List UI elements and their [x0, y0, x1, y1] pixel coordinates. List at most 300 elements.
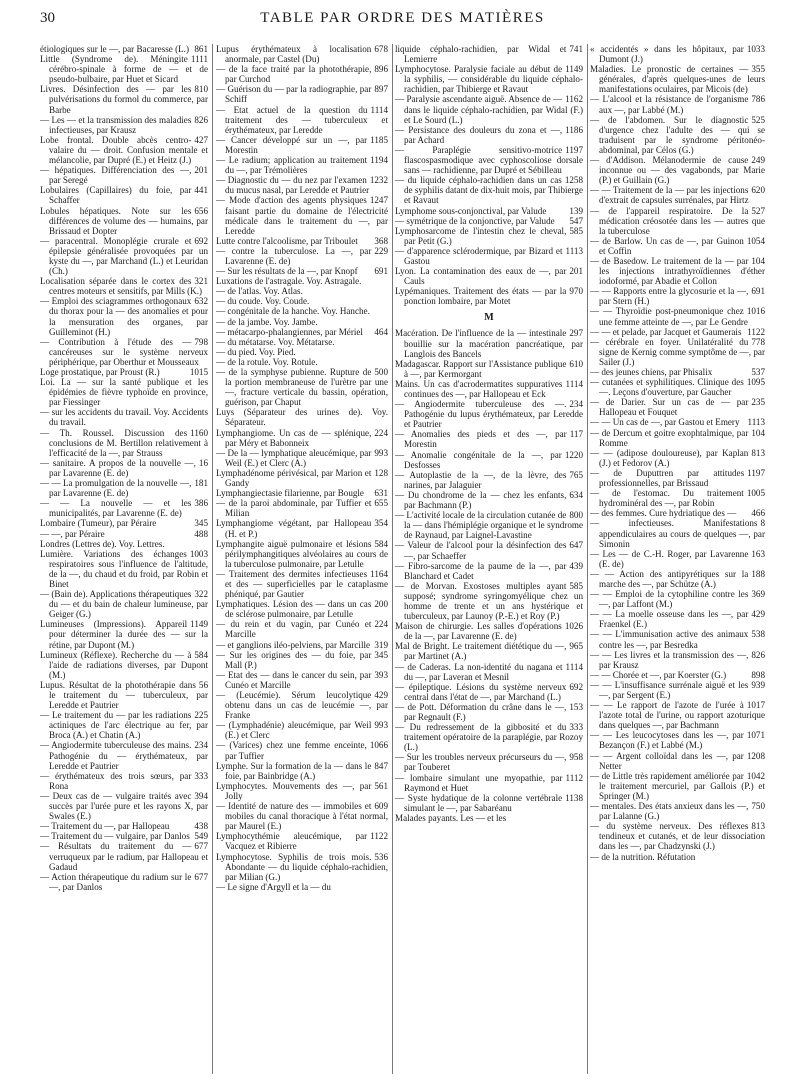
- entry-text: — du pied. Voy. Pied.: [216, 346, 296, 357]
- entry-page-ref: 620: [751, 185, 765, 196]
- entry-text: — — Un cas de —, par Gastou et Emery: [590, 417, 740, 428]
- entry-text: Londres (Lettres de). Voy. Lettres.: [40, 538, 165, 549]
- entry-text: — Paralysie ascendante aiguë. Absence de — dans le liquide céphalo-rachidien, par Widal (F.) et Le Sourd (L.): [395, 94, 583, 125]
- entry-text: Lumineuses (Impressions). Appareil pour déterminer la durée des — sur la rétine, par Dupont (M.): [40, 619, 208, 650]
- entry-text: — Contribution à l'étude des — cancéreuses sur le système nerveux périphérique, par Oberthur et Mousseaux: [40, 336, 208, 367]
- entry-text: — (Lymphadénie) aleucémique, par Weil (E.) et Clerc: [216, 720, 372, 741]
- entry-page-ref: 1042: [746, 770, 765, 781]
- entry-text: Madagascar. Rapport sur l'Assistance publique à —, par Kermorgant: [395, 358, 567, 379]
- entry-page-ref: 692: [194, 235, 208, 246]
- entry-page-ref: 201: [194, 165, 208, 176]
- index-entry: [40, 518, 208, 528]
- entry-page-ref: 537: [751, 367, 765, 377]
- entry-text: — de l'estomac. Du traitement hydrominéral des —, par Robin: [590, 488, 744, 509]
- entry-page-ref: 798: [194, 336, 208, 347]
- entry-text: — de la symphyse pubienne. Rupture de la portion membraneuse de l'urètre par une —, fracture verticale du bassin, opération, guérison, par Chaput: [216, 367, 388, 408]
- index-entry: [590, 670, 765, 680]
- index-entry: [216, 276, 388, 286]
- entry-page-ref: 1232: [369, 175, 388, 186]
- entry-page-ref: 1017: [746, 700, 765, 711]
- index-entry: [590, 569, 765, 589]
- entry-text: — de Basedow. Le traitement de la — par les injections intrathyroïdiennes d'éther iodoformé, par Abadie et Collon: [590, 255, 765, 287]
- index-column-2: [216, 44, 388, 1074]
- index-entry: [216, 357, 388, 367]
- entry-text: — Du chondrome de la — chez les enfants, par Bachmann (P.): [395, 489, 567, 511]
- index-entry: [590, 650, 765, 670]
- entry-text: — Cancer développé sur un —, par Morestin: [216, 134, 368, 155]
- entry-page-ref: 691: [374, 266, 388, 277]
- entry-page-ref: 429: [751, 609, 765, 620]
- entry-page-ref: 321: [194, 276, 208, 287]
- entry-text: — — La promulgation de la nouvelle —, par Lavarenne (E. de): [40, 478, 192, 499]
- entry-text: — du liquide céphalo-rachidien dans un cas de syphilis datant de dix-huit mois, par Thibierge et Ravaut: [395, 175, 583, 206]
- index-entry: [395, 145, 583, 175]
- index-entry: [395, 641, 583, 661]
- index-entry: [216, 882, 388, 892]
- entry-text: — Fibro-sarcome de la paume de la —, par Blanchard et Cadet: [395, 560, 567, 581]
- index-entry: [40, 165, 208, 185]
- index-entry: [40, 589, 208, 619]
- entry-text: Lobe frontal. Double abcès centro-valaire du — droit. Confusion mentale et mélancolie, par Dupré (E.) et Heitz (J.): [40, 134, 208, 166]
- entry-text: — — Thyroïdie post-pneumonique chez une femme atteinte de —, par Le Gendre: [590, 306, 748, 327]
- index-entry: [590, 206, 765, 236]
- entry-page-ref: 656: [194, 205, 208, 216]
- index-entry: [395, 226, 583, 246]
- entry-page-ref: 139: [569, 205, 583, 216]
- entry-text: — hépatiques. Différenciation des —, par Seregé: [40, 165, 192, 186]
- entry-page-ref: 527: [751, 205, 765, 216]
- index-entry: [590, 589, 765, 609]
- entry-text: Localisation séparée dans le cortex des centres moteurs et sensitifs, par Mills (K.): [40, 276, 203, 297]
- index-entry: [395, 429, 583, 449]
- index-entry: [40, 771, 208, 791]
- index-entry: [395, 94, 583, 124]
- index-entry: [395, 216, 583, 226]
- entry-page-ref: 1208: [746, 750, 765, 761]
- entry-page-ref: 958: [569, 752, 583, 763]
- index-entry: [590, 306, 765, 326]
- index-entry: [40, 206, 208, 236]
- entry-page-ref: 441: [194, 185, 208, 196]
- index-entry: [216, 670, 388, 690]
- index-entry: [216, 781, 388, 801]
- entry-page-ref: 1033: [746, 44, 765, 54]
- entry-text: Lutte contre l'alcoolisme, par Triboulet: [216, 235, 358, 246]
- entry-page-ref: 249: [751, 155, 765, 166]
- index-entry: [40, 529, 208, 539]
- index-entry: [395, 752, 583, 772]
- index-entry: [216, 518, 388, 538]
- entry-page-ref: 322: [194, 589, 208, 600]
- index-entry: [216, 105, 388, 135]
- index-entry: [216, 155, 388, 175]
- entry-page-ref: 813: [751, 447, 765, 458]
- entry-page-ref: 354: [374, 518, 388, 529]
- index-entry: [395, 773, 583, 793]
- index-entry: [395, 328, 583, 358]
- entry-page-ref: 1258: [564, 175, 583, 186]
- index-entry: [590, 94, 765, 114]
- entry-page-ref: 188: [751, 568, 765, 579]
- entry-text: — de Darier. Sur un cas de — par Hallopeau et Fouquet: [590, 397, 749, 418]
- index-entry: [40, 276, 208, 296]
- entry-page-ref: 1054: [746, 235, 765, 246]
- index-column-1: [40, 44, 208, 1074]
- entry-text: — congénitale de la hanche. Voy. Hanche.: [216, 306, 370, 317]
- entry-text: — Autoplastie de la —, de la lèvre, des narines, par Jalaguier: [395, 469, 567, 490]
- index-entry: [216, 407, 388, 427]
- entry-text: — épileptique. Lésions du système nerveux central dans l'état de —, par Marchand (L.): [395, 681, 567, 702]
- entry-text: — Syste hydatique de la colonne vertébrale simulant le —, par Sabaréanu: [395, 792, 563, 813]
- entry-page-ref: 438: [194, 821, 208, 832]
- index-entry: [216, 317, 388, 327]
- entry-text: — — Argent colloïdal dans les —, par Netter: [590, 750, 744, 771]
- index-entry: [40, 428, 208, 458]
- entry-text: — cérébrale en foyer. Unilatéralité du signe de Kernig comme symptôme de —, par Sailer (J.): [590, 336, 765, 367]
- entry-text: Luxations de l'astragale. Voy. Astragale.: [216, 276, 362, 287]
- entry-page-ref: 970: [569, 286, 583, 297]
- entry-text: — Th. Roussel. Discussion des conclusions de M. Bertillon relativement à l'efficacité de la —, par Strauss: [40, 427, 208, 458]
- entry-text: — du système nerveux. Des réflexes tendineux et cutanés, et de leur dissociation dans les —, par Chadzynski (J.): [590, 821, 765, 852]
- entry-text: — Angiodermite tuberculeuse des mains. Pathogénie du — érythémateux, par Leredde et Pautrier: [40, 740, 208, 771]
- entry-page-ref: 1164: [370, 568, 388, 579]
- entry-page-ref: 1066: [369, 740, 388, 751]
- entry-page-ref: 741: [569, 44, 583, 54]
- index-entry: [40, 84, 208, 114]
- entry-page-ref: 224: [374, 619, 388, 630]
- entry-text: Little (Syndrome de). Méningite cérébro-spinale à forme de — et de pseudo-bulbaire, par Huet et Sicard: [40, 54, 208, 85]
- entry-text: — — Emploi de la cytophiline contre les —, par Laffont (M.): [590, 589, 749, 610]
- entry-text: — Valeur de l'alcool pour la désinfection des —, par Schaeffer: [395, 540, 567, 561]
- entry-text: Mains. Un cas d'acrodermatites suppuratives continues des —, par Hallopeau et Eck: [395, 378, 563, 399]
- entry-text: — Identité de nature des — immobiles et mobiles du canal thoracique à l'état normal, par Maurel (E.): [216, 801, 388, 832]
- entry-page-ref: 427: [194, 134, 208, 145]
- entry-text: — — Les livres et la transmission des —, par Krausz: [590, 649, 749, 670]
- page-header: [40, 10, 765, 36]
- index-entry: [216, 468, 388, 488]
- entry-text: Lombaire (Tumeur), par Péraire: [40, 518, 157, 529]
- entry-text: étiologiques sur le —, par Bacaresse (L.): [40, 44, 189, 54]
- entry-page-ref: 1114: [565, 661, 583, 672]
- index-entry: [590, 286, 765, 306]
- index-column-3: [395, 44, 583, 1074]
- entry-page-ref: 810: [194, 84, 208, 95]
- index-column-4: [590, 44, 765, 1074]
- entry-page-ref: 584: [194, 649, 208, 660]
- entry-page-ref: 609: [374, 801, 388, 812]
- index-entry: [590, 155, 765, 185]
- index-entry: [40, 135, 208, 165]
- entry-page-ref: 394: [194, 790, 208, 801]
- index-entry: [40, 185, 208, 205]
- entry-page-ref: 584: [374, 538, 388, 549]
- index-entry: [40, 407, 208, 427]
- index-entry: [395, 581, 583, 621]
- entry-text: Loge prostatique, par Proust (R.): [40, 367, 160, 377]
- entry-page-ref: 631: [374, 488, 388, 499]
- entry-page-ref: 585: [569, 580, 583, 591]
- entry-page-ref: 585: [569, 225, 583, 236]
- entry-text: — paracentral. Monoplégie crurale et épilepsie généralisée provoquées par un kyste du —, par Marchand (L.) et Leuridan (Ch.): [40, 235, 208, 277]
- index-entry: [40, 458, 208, 478]
- index-entry: [216, 266, 388, 276]
- entry-text: — Sur les troubles nerveux précurseurs du —, par Touberet: [395, 752, 567, 773]
- entry-page-ref: 1114: [565, 378, 583, 389]
- index-entry: [216, 428, 388, 448]
- entry-text: — — L'immunisation active des animaux contre les —, par Besredka: [590, 629, 749, 650]
- entry-text: — de Dercum et goitre exophtalmique, par Romme: [590, 427, 749, 448]
- index-entry: [216, 569, 388, 599]
- index-entry: [590, 417, 765, 427]
- column-divider: [392, 44, 393, 1074]
- entry-text: Loi. La — sur la santé publique et les épidémies de fièvre typhoïde en province, par Fiessinger: [40, 377, 208, 408]
- index-entry: [216, 801, 388, 831]
- index-entry: [216, 852, 388, 882]
- index-entry: [590, 549, 765, 569]
- entry-page-ref: 1095: [746, 377, 765, 388]
- column-divider: [587, 44, 588, 1074]
- entry-page-ref: 181: [194, 478, 208, 489]
- index-entry: [40, 367, 208, 377]
- index-entry: [216, 640, 388, 650]
- entry-text: — — Action des antipyrétiques sur la marche des —, par Schütze (A.): [590, 568, 749, 589]
- entry-text: — mentales. Des états anxieux dans les —, par Lalanne (G.): [590, 801, 749, 822]
- entry-text: — de la rotule. Voy. Rotule.: [216, 356, 318, 367]
- entry-page-ref: 610: [569, 358, 583, 369]
- index-entry: [40, 236, 208, 276]
- index-entry: [395, 125, 583, 145]
- entry-page-ref: 691: [751, 286, 765, 297]
- entry-text: — du métatarse. Voy. Métatarse.: [216, 336, 335, 347]
- index-entry: [590, 680, 765, 700]
- index-entry: [216, 337, 388, 347]
- entry-text: — de la nutrition. Réfutation: [590, 851, 696, 862]
- entry-page-ref: 813: [751, 821, 765, 832]
- entry-page-ref: 1247: [369, 195, 388, 206]
- entry-text: — — Le rapport de l'azote de l'urée à l'azote total de l'urine, ou rapport azoturique dans quelques —, par Bachmann: [590, 700, 765, 731]
- entry-page-ref: 655: [374, 498, 388, 509]
- index-entry: [395, 379, 583, 399]
- entry-text: Lumière. Variations des échanges respiratoires sous l'influence de l'altitude, de la —, du chaud et du froid, par Robin et Binet: [40, 548, 208, 589]
- entry-text: — d'apparence sclérodermique, par Bizard et Gastou: [395, 245, 563, 266]
- entry-page-ref: 153: [569, 701, 583, 712]
- entry-page-ref: 297: [569, 328, 583, 339]
- entry-page-ref: 634: [569, 489, 583, 500]
- index-entry: [40, 296, 208, 336]
- index-entry: [395, 682, 583, 702]
- entry-text: — — La moelle osseuse dans les —, par Fraenkel (E.): [590, 609, 749, 630]
- index-entry: [590, 488, 765, 508]
- entry-text: — symétrique de la conjonctive, par Valude: [395, 215, 555, 226]
- index-entry: [395, 206, 583, 216]
- index-entry: [395, 490, 583, 510]
- entry-page-ref: 778: [751, 336, 765, 347]
- entry-page-ref: 1194: [370, 155, 388, 166]
- entry-text: — sur les accidents du travail. Voy. Accidents du travail.: [40, 407, 208, 428]
- index-entry: [590, 377, 765, 397]
- index-entry: [40, 549, 208, 589]
- index-entry: [395, 510, 583, 540]
- index-entry: [216, 650, 388, 670]
- entry-text: — L'alcool et la résistance de l'organisme aux —, par Labbé (M.): [590, 94, 749, 115]
- running-title: TABLE PAR ORDRE DES MATIÈRES: [260, 10, 545, 26]
- index-entry: [590, 751, 765, 771]
- entry-page-ref: 765: [569, 469, 583, 480]
- entry-text: — de la jambe. Voy. Jambe.: [216, 316, 318, 327]
- index-entry: [40, 821, 208, 831]
- index-entry: [590, 468, 765, 488]
- index-entry: [590, 367, 765, 377]
- entry-text: — de Caderas. La non-identité du nagana et du —, par Laveran et Mesnil: [395, 661, 563, 682]
- entry-page-ref: 56: [198, 679, 208, 690]
- entry-page-ref: 1112: [565, 772, 583, 783]
- entry-page-ref: 826: [751, 649, 765, 660]
- index-entry: [395, 722, 583, 752]
- entry-text: — métacarpo-phalangiennes, par Mériel: [216, 326, 363, 337]
- page-number: 30: [40, 10, 55, 26]
- index-entry: [590, 185, 765, 205]
- entry-text: — — et pelade, par Jacquet et Gaumerais: [590, 326, 742, 337]
- entry-text: — Etat actuel de la question du traitement des — tuberculeux et érythémateux, par Leredde: [216, 104, 388, 135]
- entry-page-ref: 439: [569, 560, 583, 571]
- entry-text: — et ganglions iléo-pelviens, par Marcille: [216, 639, 371, 650]
- index-entry: [590, 327, 765, 337]
- entry-text: — du coude. Voy. Coude.: [216, 296, 310, 307]
- entry-text: — de Pott. Déformation du crâne dans le —, par Regnault (F.): [395, 701, 567, 722]
- entry-page-ref: 538: [751, 629, 765, 640]
- entry-text: — Le radium; application au traitement du —, par Trémolières: [216, 155, 368, 176]
- index-entry: [40, 710, 208, 740]
- entry-text: Lymphome sous-conjonctival, par Valude: [395, 205, 547, 216]
- index-entry: [40, 791, 208, 821]
- entry-text: Lobulaires (Capillaires) du foie, par Schaffer: [40, 185, 192, 206]
- entry-page-ref: 333: [194, 770, 208, 781]
- entry-page-ref: 786: [751, 94, 765, 105]
- entry-page-ref: 201: [569, 266, 583, 277]
- index-entry: [216, 64, 388, 84]
- entry-page-ref: 1122: [370, 831, 388, 842]
- entry-page-ref: 235: [751, 397, 765, 408]
- index-entry: [216, 539, 388, 569]
- index-entry: [590, 821, 765, 851]
- entry-text: — érythémateux des trois sœurs, par Rona: [40, 770, 192, 791]
- index-entry: [40, 115, 208, 135]
- index-entry: [395, 621, 583, 641]
- entry-text: — Le traitement du — par les radiations actiniques de l'arc électrique au fer, par Broca (A.) et Chatin (A.): [40, 710, 208, 741]
- entry-text: — Persistance des douleurs du zona et —, par Achard: [395, 124, 563, 145]
- entry-text: — —, par Péraire: [40, 528, 105, 539]
- entry-page-ref: 1149: [565, 64, 583, 75]
- index-entry: [40, 872, 208, 892]
- index-entry: [40, 478, 208, 498]
- entry-text: — Paraplégie sensitivo-motrice flascospasmodique avec cyphoscoliose dorsale sans — rachidienne, par Dupré et Sébilleau: [395, 144, 583, 176]
- index-entry: [40, 841, 208, 871]
- entry-text: — — Traitement de la — par les injections d'extrait de capsules surrénales, par Hirtz: [590, 185, 749, 206]
- entry-page-ref: 333: [569, 722, 583, 733]
- entry-page-ref: 965: [569, 641, 583, 652]
- entry-page-ref: 8: [760, 518, 765, 529]
- index-entry: [216, 296, 388, 306]
- entry-text: — de l'abdomen. Sur le diagnostic d'urgence chez l'adulte des — qui se traduisent par le syndrome péritonéo-abdominal, par Célos (G.): [590, 114, 765, 155]
- entry-page-ref: 1015: [189, 367, 208, 377]
- entry-text: Lymphangiome. Un cas de — splénique, par Méry et Babonneix: [216, 427, 372, 448]
- entry-text: — — Les leucocytoses dans les —, par Bezançon (F.) et Labbé (M.): [590, 730, 744, 751]
- index-entry: [216, 347, 388, 357]
- index-entry: [590, 508, 765, 518]
- entry-page-ref: 1220: [564, 449, 583, 460]
- entry-text: — Emploi des sciagrammes orthogonaux du thorax pour la — des anomalies et pour la mensuration des organes, par Guilleminot (H.): [40, 296, 208, 337]
- entry-page-ref: 536: [374, 851, 388, 862]
- entry-text: Lymphocythémie aleucémique, par Vacquez et Ribierre: [216, 831, 368, 852]
- index-entry: [395, 793, 583, 813]
- index-entry: [395, 813, 583, 823]
- entry-page-ref: 561: [374, 780, 388, 791]
- entry-page-ref: 224: [374, 427, 388, 438]
- entry-page-ref: 897: [374, 84, 388, 95]
- entry-page-ref: 939: [751, 679, 765, 690]
- entry-text: Macération. De l'influence de la — intestinale bouillie sur la macération pancréatique, par Langlois des Bancels: [395, 328, 583, 359]
- entry-text: — Deux cas de — vulgaire traités avec succès par l'urée pure et les rayons X, par Swales (E.): [40, 790, 208, 822]
- entry-text: — Sur les résultats de la —, par Knopf: [216, 266, 358, 277]
- entry-text: — Angiodermite tuberculeuse des —. Pathogénie du lupus érythémateux, par Leredde et Pautrier: [395, 399, 583, 430]
- index-entry: [395, 470, 583, 490]
- entry-page-ref: 104: [751, 427, 765, 438]
- index-entry: [40, 54, 208, 84]
- entry-text: Lymphosarcome de l'intestin chez le cheval, par Petit (G.): [395, 225, 567, 246]
- index-entry: [590, 730, 765, 750]
- index-entry: [395, 450, 583, 470]
- entry-text: Lobules hépatiques. Note sur les différences de volume des — humains, par Brissaud et Dopter: [40, 205, 208, 236]
- index-entry: [590, 44, 765, 64]
- entry-page-ref: 993: [374, 720, 388, 731]
- entry-page-ref: 847: [374, 760, 388, 771]
- index-entry: [216, 286, 388, 296]
- entry-text: — Anomalies des pieds et des —, par Morestin: [395, 429, 567, 450]
- index-entry: [395, 540, 583, 560]
- entry-page-ref: 547: [569, 215, 583, 226]
- entry-text: — du rein et du vagin, par Cunéo et Marcille: [216, 619, 372, 640]
- index-entry: [395, 64, 583, 94]
- index-entry: [216, 44, 388, 64]
- index-entry: [590, 801, 765, 821]
- entry-text: — de Duputtren par attitudes professionnelles, par Brissaud: [590, 467, 745, 489]
- index-entry: [395, 286, 583, 306]
- entry-text: — Guérison du — par la radiographie, par Schiff: [216, 84, 372, 105]
- entry-text: — Traitement des dermites infectieuses et des — superficielles par le cataplasme phéniqué, par Gautier: [216, 568, 388, 600]
- index-entry: [395, 359, 583, 379]
- entry-text: — d'Addison. Mélanodermie de cause inconnue ou — des vagabonds, par Marie (P.) et Guillain (G.): [590, 155, 765, 186]
- entry-page-ref: 466: [751, 508, 765, 519]
- entry-text: Maison de chirurgie. Les salles d'opérations de la —, par Lavarenne (E. de): [395, 621, 562, 642]
- index-entry: [40, 831, 208, 841]
- entry-text: — Résultats du traitement du — verruqueux par le radium, par Hallopeau et Gadaud: [40, 841, 208, 872]
- entry-page-ref: 1114: [370, 104, 388, 115]
- index-entry: [395, 44, 583, 64]
- entry-text: Lyon. La contamination des eaux de —, par Cauls: [395, 266, 567, 287]
- index-entry: [395, 662, 583, 682]
- index-entry: [590, 428, 765, 448]
- index-entry: [216, 619, 388, 639]
- entry-text: — de l'appareil respiratoire. De la médication créosotée dans les — autres que la tuberculose: [590, 205, 765, 236]
- entry-page-ref: 386: [194, 498, 208, 509]
- entry-page-ref: 1113: [747, 417, 765, 428]
- entry-page-ref: 1149: [190, 619, 208, 630]
- index-entry: [216, 498, 388, 518]
- entry-text: — Mode d'action des agents physiques faisant partie du domaine de l'électricité médicale dans le traitement du —, par Leredde: [216, 195, 388, 236]
- entry-text: Maladies. Le pronostic de certaines — générales, d'après quelques-unes de leurs manifestations oculaires, par Micois (de): [590, 64, 765, 95]
- entry-page-ref: 898: [751, 669, 765, 680]
- index-entry: [216, 84, 388, 104]
